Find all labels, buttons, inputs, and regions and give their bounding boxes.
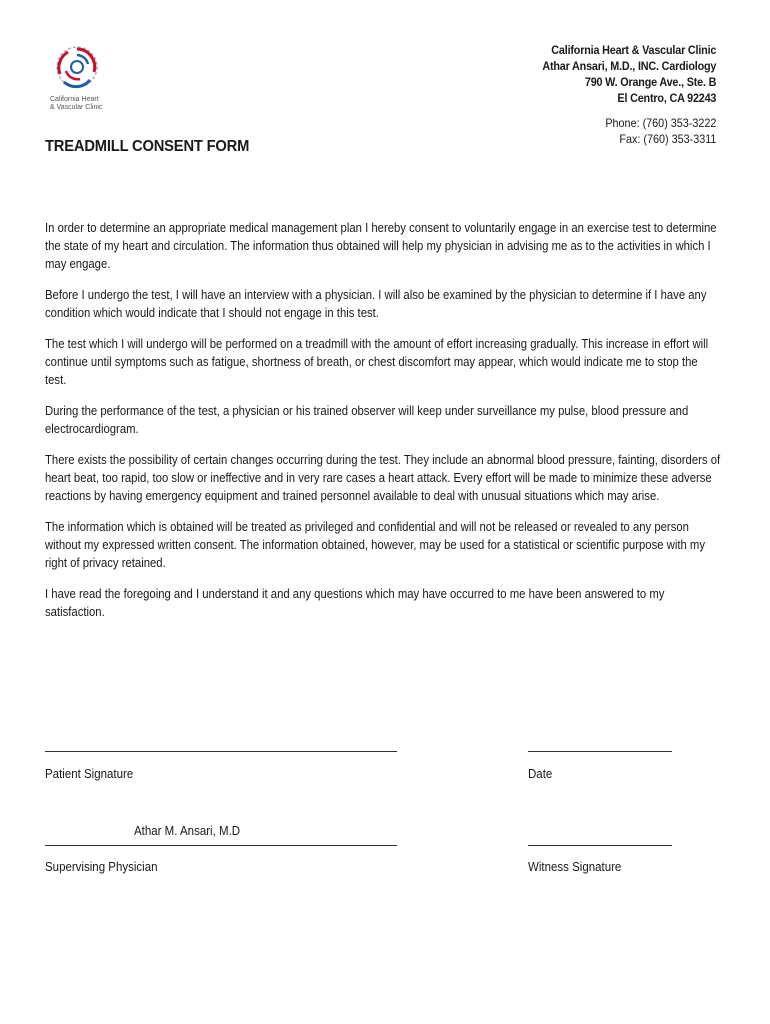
logo-text [50,96,120,112]
form-title: TREADMILL CONSENT FORM [45,138,250,155]
supervising-physician-label: Supervising Physician [45,860,158,874]
clinic-contact-block [605,115,716,147]
physician-signature-line[interactable] [45,845,397,846]
clinic-logo-icon [50,44,104,94]
consent-paragraph: Before I undergo the test, I will have an interview with a physician. I will also be examined by the physician to determine if I have any condition which would indicate that I should not engage in this test. [45,288,707,320]
physician-name: Athar M. Ansari, M.D [134,824,241,838]
consent-paragraph: The test which I will undergo will be performed on a treadmill with the amount of effort increasing gradually. This increase in effort will continue until symptoms such as fatigue, shortness of breath, or chest discomfort may appear, which would indicate me to stop the test. [45,337,709,387]
consent-body [45,219,722,634]
consent-paragraph: There exists the possibility of certain changes occurring during the test. They include an abnormal blood pressure, fainting, disorders of heart beat, too rapid, too slow or ineffective and in very rare cases a heart attack. Every effort will be made to minimize these adverse reactions by having emergency equipment and trained personnel available to deal with unusual situations which may arise. [45,453,721,503]
patient-signature-line[interactable] [45,751,397,752]
clinic-address-line1: 790 W. Orange Ave., Ste. B [584,75,716,89]
witness-signature-label: Witness Signature [528,860,622,874]
clinic-address-block [542,42,716,106]
witness-signature-line[interactable] [528,845,672,846]
clinic-fax: Fax: (760) 353-3311 [618,132,716,146]
date-line[interactable] [528,751,672,752]
patient-signature-label: Patient Signature [45,767,134,781]
clinic-phone: Phone: (760) 353-3222 [604,116,716,130]
clinic-name: California Heart & Vascular Clinic [551,43,716,57]
date-label: Date [528,767,553,781]
consent-paragraph: During the performance of the test, a physician or his trained observer will keep under surveillance my pulse, blood pressure and electrocardiogram. [45,404,689,436]
clinic-address-line2: El Centro, CA 92243 [617,91,716,105]
logo-text-line2: & Vascular Clinic [50,104,103,111]
consent-paragraph: I have read the foregoing and I understand it and any questions which may have occurred to me have been answered to my satisfaction. [45,587,665,619]
clinic-logo [50,44,112,116]
logo-text-line1: California Heart [50,96,99,103]
consent-paragraph: The information which is obtained will be treated as privileged and confidential and will not be released or revealed to any person without my expressed written consent. The information obtained, however, may be used for a statistical or scientific purpose with my right of privacy retained. [45,520,706,570]
clinic-doctor: Athar Ansari, M.D., INC. Cardiology [542,59,716,73]
consent-paragraph: In order to determine an appropriate medical management plan I hereby consent to voluntarily engage in an exercise test to determine the state of my heart and circulation. The information thus obtained will help my physician in advising me as to the activities in which I may engage. [45,221,717,271]
